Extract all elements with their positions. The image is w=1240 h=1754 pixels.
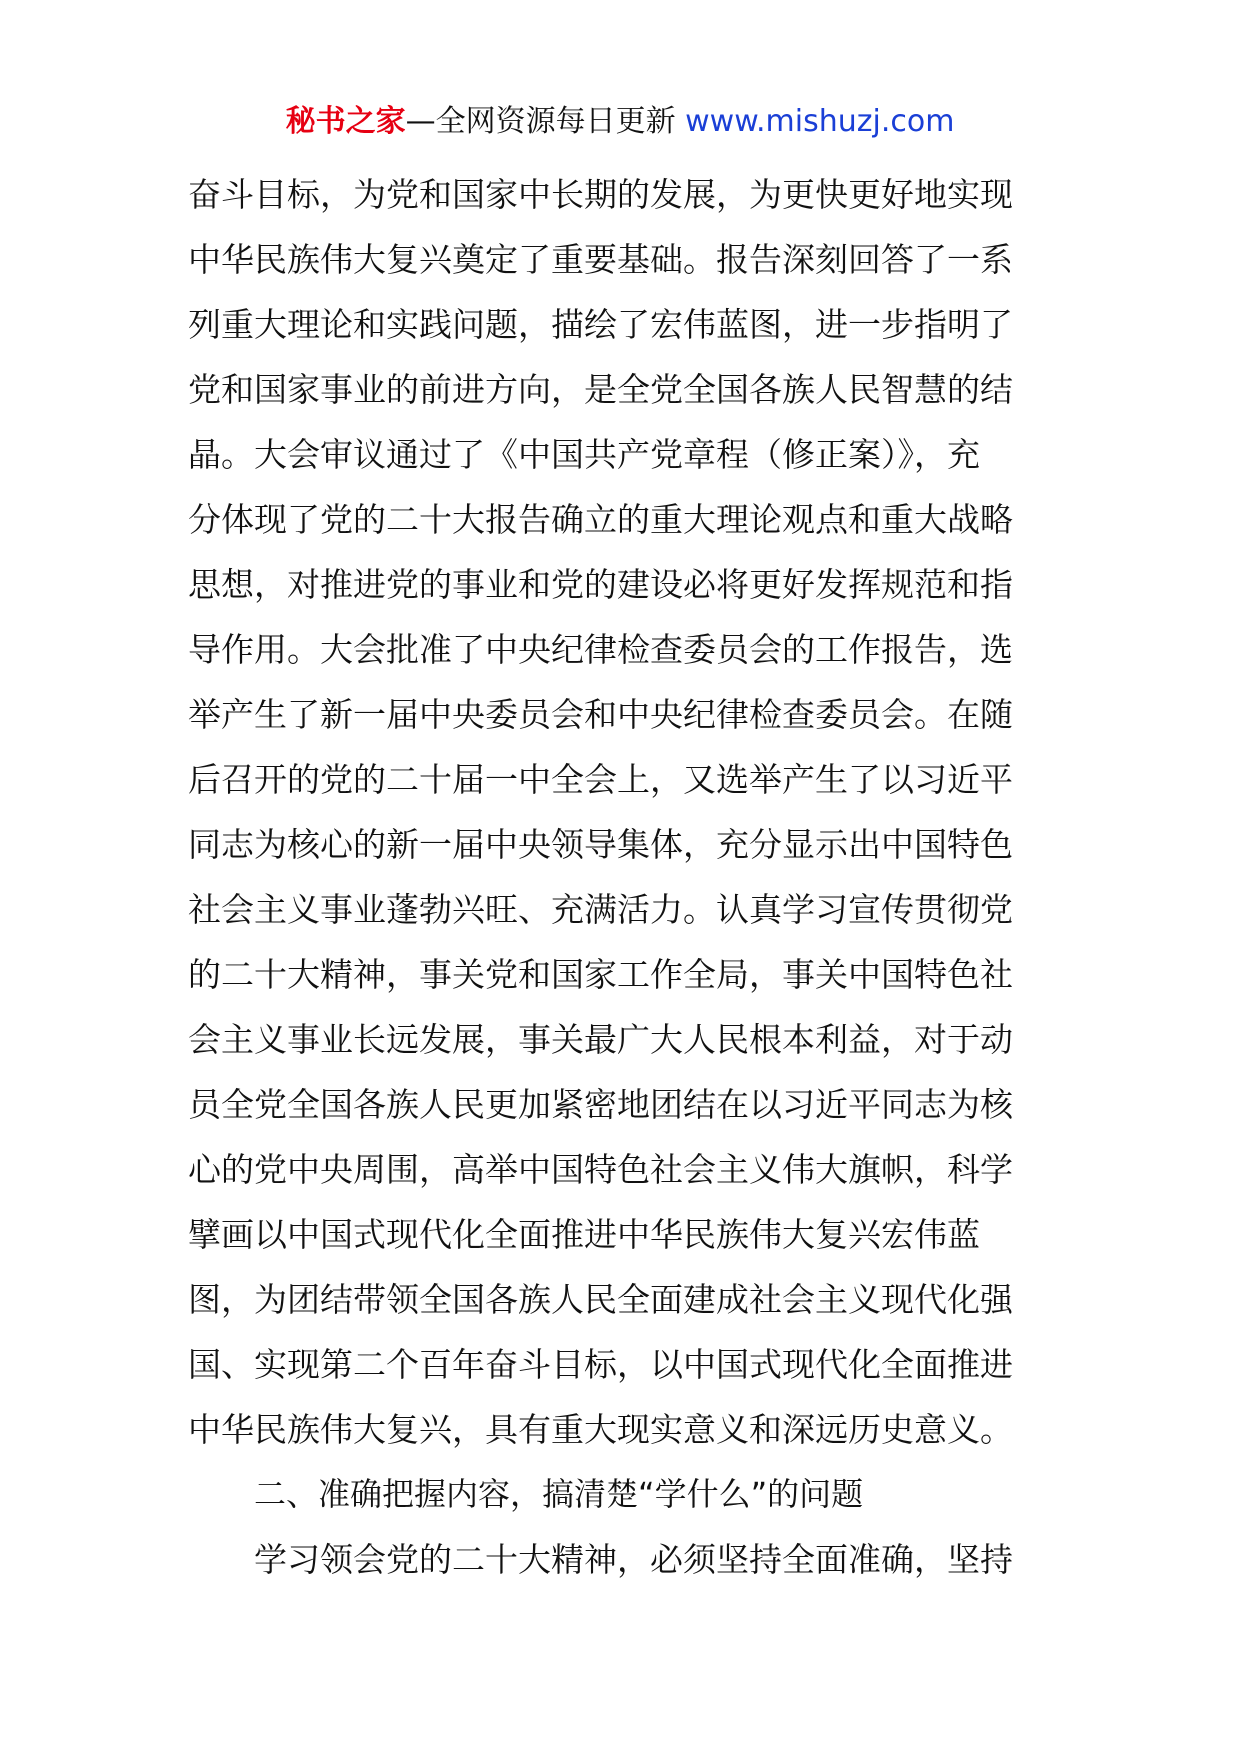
site-header: [0, 100, 1240, 144]
text-line: 后召开的党的二十届一中全会上，又选举产生了以习近平: [188, 760, 1013, 799]
text-line: 中华民族伟大复兴，具有重大现实意义和深远历史意义。: [188, 1410, 1013, 1449]
text-line: 心的党中央周围，高举中国特色社会主义伟大旗帜，科学: [188, 1150, 1013, 1189]
text-line: 奋斗目标，为党和国家中长期的发展，为更快更好地实现: [188, 175, 1013, 214]
text-line: 中华民族伟大复兴奠定了重要基础。报告深刻回答了一系: [188, 240, 1013, 279]
text-line: 图，为团结带领全国各族人民全面建成社会主义现代化强: [188, 1280, 1013, 1319]
text-line: 会主义事业长远发展，事关最广大人民根本利益，对于动: [188, 1020, 1013, 1059]
site-tagline: —全网资源每日更新: [405, 104, 676, 139]
text-line: 员全党全国各族人民更加紧密地团结在以习近平同志为核: [188, 1085, 1013, 1124]
site-brand: 秘书之家: [285, 104, 406, 139]
paragraph-first-line: 学习领会党的二十大精神，必须坚持全面准确，坚持: [254, 1540, 1013, 1579]
text-line: 同志为核心的新一届中央领导集体，充分显示出中国特色: [188, 825, 1013, 864]
text-line: 国、实现第二个百年奋斗目标，以中国式现代化全面推进: [188, 1345, 1013, 1384]
text-line: 列重大理论和实践问题，描绘了宏伟蓝图，进一步指明了: [188, 305, 1013, 344]
document-body: [188, 162, 1058, 1592]
site-url-link[interactable]: www.mishuzj.com: [685, 104, 955, 139]
section-heading: 二、准确把握内容，搞清楚“学什么”的问题: [254, 1475, 864, 1513]
text-line: 擘画以中国式现代化全面推进中华民族伟大复兴宏伟蓝: [188, 1215, 980, 1254]
text-line: 分体现了党的二十大报告确立的重大理论观点和重大战略: [188, 500, 1013, 539]
text-line: 导作用。大会批准了中央纪律检查委员会的工作报告，选: [188, 630, 1013, 669]
text-line: 思想，对推进党的事业和党的建设必将更好发挥规范和指: [188, 565, 1013, 604]
text-line: 的二十大精神，事关党和国家工作全局，事关中国特色社: [188, 955, 1013, 994]
text-line: 举产生了新一届中央委员会和中央纪律检查委员会。在随: [188, 695, 1013, 734]
text-line: 党和国家事业的前进方向，是全党全国各族人民智慧的结: [188, 370, 1013, 409]
text-line: 晶。大会审议通过了《中国共产党章程（修正案）》，充: [188, 435, 980, 474]
text-line: 社会主义事业蓬勃兴旺、充满活力。认真学习宣传贯彻党: [188, 890, 1013, 929]
